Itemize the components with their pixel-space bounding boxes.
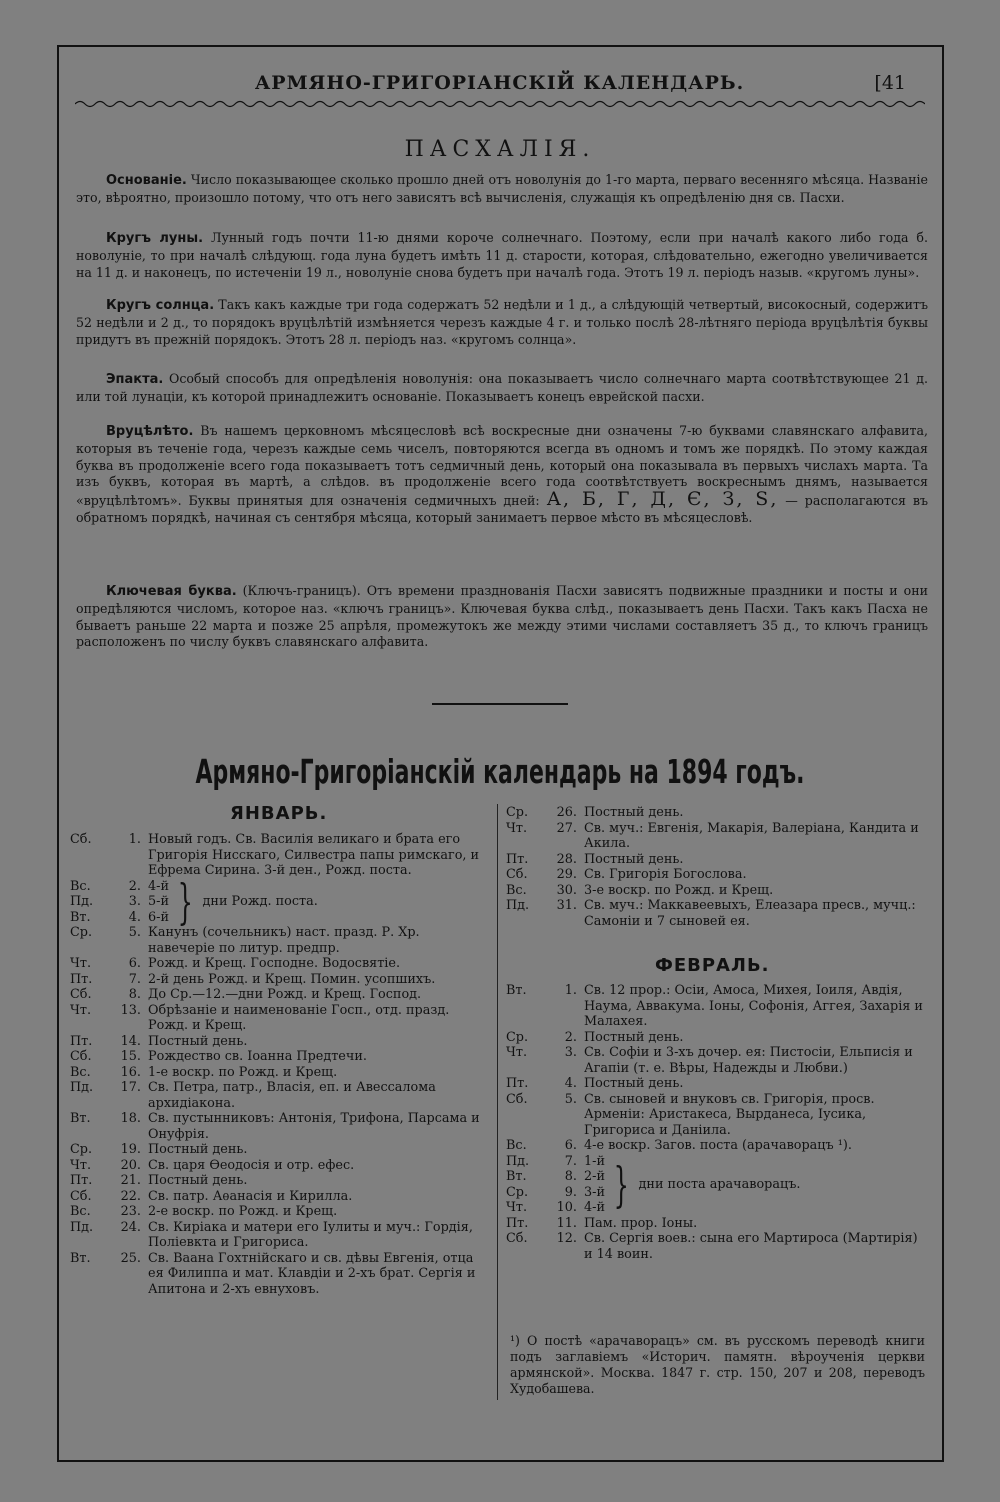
day-number: 7. (128, 971, 141, 987)
entry-text: 5-й (148, 894, 169, 909)
january-entries-b (70, 925, 490, 1297)
weekday: Вт. (70, 909, 91, 925)
calendar-entry (506, 1231, 926, 1262)
entry-text: Рожд. и Крещ. Господне. Водосвятіе. (148, 956, 401, 971)
weekday: Пт. (506, 1076, 529, 1091)
weekday: Ср. (70, 1142, 93, 1157)
day-number: 26. (556, 805, 577, 820)
weekday: Пт. (506, 851, 529, 867)
paragraph-krug-luny (76, 230, 928, 281)
calendar-entry (506, 852, 926, 868)
calendar-entry (70, 1111, 490, 1142)
calendar-entry (70, 1220, 490, 1251)
day-number: 12. (556, 1231, 577, 1246)
weekday: Вс. (70, 1204, 91, 1219)
day-number: 21. (120, 1173, 141, 1188)
weekday: Ср. (506, 1184, 529, 1200)
weekday: Ср. (506, 1029, 529, 1045)
day-number: 13. (120, 1002, 141, 1018)
calendar-entry (70, 925, 490, 956)
day-number: 2. (564, 1029, 577, 1045)
day-number: 8. (564, 1169, 577, 1184)
calendar-entry (70, 987, 490, 1003)
day-number: 30. (556, 882, 577, 898)
day-number: 15. (120, 1049, 141, 1064)
paragraph-lead: Кругъ луны. (106, 231, 204, 246)
entry-text: 2-й день Рожд. и Крещ. Помин. усопшихъ. (148, 971, 436, 987)
calendar-entry (70, 1173, 490, 1189)
calendar-entry (70, 1034, 490, 1050)
calendar-entry (70, 956, 490, 972)
entry-text: 1-е воскр. по Рожд. и Крещ. (148, 1064, 338, 1080)
day-number: 9. (564, 1184, 577, 1200)
entry-text: Рождество св. Іоанна Предтечи. (148, 1049, 367, 1064)
day-number: 14. (120, 1033, 141, 1049)
day-number: 10. (556, 1200, 577, 1215)
day-number: 7. (564, 1153, 577, 1169)
weekday: Пт. (506, 1215, 529, 1231)
weekday: Сб. (506, 867, 528, 882)
weekday: Чт. (70, 1002, 92, 1018)
paragraph-lead: Основаніе. (106, 173, 187, 188)
day-number: 19. (120, 1142, 141, 1157)
weekday: Вс. (70, 1064, 91, 1080)
paragraph-krug-solntsa (76, 297, 928, 348)
day-number: 23. (120, 1204, 141, 1219)
entry-text: Св. 12 прор.: Осіи, Амоса, Михея, Іоиля, Авдія, Наума, Аввакума. Іоны, Софонія, Аггея, Захарія и Малахея. (584, 983, 923, 1029)
calendar-entry (506, 883, 926, 899)
calendar-entry (506, 1092, 926, 1139)
paragraph-klyuchevaya (76, 583, 928, 651)
calendar-entry (506, 1138, 926, 1154)
calendar-entry (70, 972, 490, 988)
column-divider (497, 804, 498, 1400)
entry-text: Св. Петра, патр., Власія, еп. и Авессалома архидіакона. (148, 1080, 436, 1111)
day-number: 3. (128, 894, 141, 909)
day-number: 2. (128, 878, 141, 894)
weekday: Сб. (70, 1188, 92, 1204)
weekday: Вт. (506, 983, 527, 998)
calendar-entry (70, 1080, 490, 1111)
paragraph-text: (Ключъ-границъ). Отъ времени празднованія Пасхи зависятъ подвижные праздники и посты и они опредѣляются числомъ, которое наз. «ключъ границъ». Ключевая буква слѣд., показываетъ день Пасхи. Такъ какъ Пасха не бываетъ раньше 22 марта и позже 25 апрѣля, промежутокъ же между этими числами составляетъ 35 д., то ключъ границъ расположенъ по числу буквъ славянскаго алфавита. (76, 583, 928, 650)
entry-text: Новый годъ. Св. Василія великаго и брата его Григорія Нисскаго, Силвестра папы римскаго, и Ефрема Сирина. 3-й ден., Рожд. поста. (148, 832, 480, 878)
entry-text: Постный день. (584, 805, 684, 820)
calendar-entry (70, 832, 490, 879)
entry-text: Св. муч.: Маккавеевыхъ, Елеазара пресв., мучц.: Самоніи и 7 сыновей ея. (584, 898, 916, 929)
day-number: 1. (564, 983, 577, 998)
header-title: АРМЯНО-ГРИГОРІАНСКІЙ КАЛЕНДАРЬ. (254, 72, 745, 94)
footnote: ¹) О постѣ «арачаворацъ» см. въ русскомъ переводѣ книги подъ заглавіемъ «Историч. памятн. вѣроученія церкви армянской». Москва. 1847 г. стр. 150, 207 и 208, переводъ Худобашева. (510, 1333, 925, 1396)
day-number: 11. (556, 1215, 577, 1231)
section-title: ПАСХАЛІЯ. (404, 137, 596, 162)
weekday: Сб. (506, 1231, 528, 1246)
paragraph-text: Число показывающее сколько прошло дней отъ новолунія до 1-го марта, перваго весенняго мѣсяца. Названіе это, вѣроятно, произошло потому, что отъ него зависятъ всѣ вычисленія, служащія къ опредѣленію дня св. Пасхи. (76, 172, 928, 205)
entry-text: Св. сыновей и внуковъ св. Григорія, просв. Арменіи: Аристакеса, Вырданеса, Іусика, Григориса и Даніила. (584, 1091, 875, 1138)
january-brace-group (70, 873, 490, 930)
calendar-entry (506, 821, 926, 852)
paragraph-text: Лунный годъ почти 11-ю днями короче солнечнаго. Поэтому, если при началѣ какого либо года б. новолуніе, то при началѣ слѣдующ. года луна будетъ имѣть 11 д. старости, которая, слѣдовательно, ежегодно увеличивается на 11 д. и наконецъ, по истеченіи 19 л., новолуніе снова будетъ при началѣ года. Этотъ 19 л. періодъ назыв. «кругомъ луны». (76, 230, 928, 280)
weekday: Сб. (70, 832, 92, 847)
weekday: Пт. (70, 1173, 93, 1188)
wavy-divider (75, 98, 925, 110)
day-number: 31. (556, 898, 577, 913)
weekday: Чт. (506, 1200, 528, 1215)
calendar-entry (506, 898, 926, 929)
calendar-entry (70, 1204, 490, 1220)
january-entries-a (70, 832, 490, 879)
entry-text: Св. патр. Аѳанасія и Кирилла. (148, 1188, 353, 1204)
paragraph-vrutseleto (76, 423, 928, 527)
section-rule (432, 703, 568, 705)
weekday: Вт. (70, 1111, 91, 1126)
weekday: Чт. (70, 1157, 92, 1173)
calendar-entry (506, 1076, 926, 1092)
entry-text: 2-е воскр. по Рожд. и Крещ. (148, 1204, 338, 1219)
entry-text: 3-й (584, 1184, 605, 1200)
calendar-entry (70, 1158, 490, 1174)
weekday: Пт. (70, 1033, 93, 1049)
entry-text: До Ср.—12.—дни Рожд. и Крещ. Господ. (148, 987, 422, 1002)
february-column (506, 983, 926, 1262)
calendar-entry (506, 1216, 926, 1232)
day-number: 28. (556, 851, 577, 867)
entry-text: 6-й (148, 909, 169, 925)
january-left-column (70, 832, 490, 1297)
day-number: 24. (120, 1219, 141, 1235)
entry-text: Св. Ваана Гохтнійскаго и св. дѣвы Евгенія, отца ея Филиппа и мат. Клавдіи и 2-хъ брат. Сергія и Апитона и 2-хъ евнуховъ. (148, 1250, 476, 1297)
february-brace-group (506, 1154, 926, 1216)
weekday: Вт. (506, 1169, 527, 1184)
day-number: 1. (128, 832, 141, 847)
weekday: Пд. (506, 1153, 530, 1169)
weekday: Пд. (506, 898, 530, 913)
entry-text: Св. Григорія Богослова. (584, 867, 747, 882)
calendar-entry (506, 805, 926, 821)
month-title-january: ЯНВАРЬ. (230, 803, 328, 824)
january-continued-column (506, 805, 926, 929)
entry-text: Постный день. (584, 1076, 684, 1091)
paragraph-lead: Кругъ солнца. (106, 298, 215, 313)
entry-text: Обрѣзаніе и наименованіе Госп., отд. празд. Рожд. и Крещ. (148, 1002, 450, 1033)
calendar-entry (70, 1251, 490, 1298)
weekday: Вс. (506, 1138, 527, 1153)
page-number: [41 (874, 72, 906, 94)
paragraph-lead: Вруцѣлѣто. (106, 424, 194, 439)
entry-text: Постный день. (584, 1029, 684, 1045)
february-entries-b (506, 1216, 926, 1263)
curly-brace-icon: } (177, 873, 193, 930)
curly-brace-icon: } (613, 1156, 629, 1213)
day-number: 29. (556, 867, 577, 882)
day-number: 6. (564, 1138, 577, 1153)
day-number: 4. (128, 909, 141, 925)
entry-text: 4-й (148, 878, 169, 894)
calendar-entry (506, 867, 926, 883)
entry-text: 3-е воскр. по Рожд. и Крещ. (584, 882, 774, 898)
weekday: Вт. (70, 1250, 91, 1266)
entry-text: Пам. прор. Іоны. (584, 1215, 698, 1231)
day-number: 4. (564, 1076, 577, 1091)
entry-text: Канунъ (сочельникъ) наст. празд. Р. Хр. навечеріе по литур. предпр. (148, 925, 420, 956)
calendar-entry (70, 1142, 490, 1158)
calendar-entry (506, 1045, 926, 1076)
day-number: 3. (564, 1045, 577, 1060)
february-entries-a (506, 983, 926, 1154)
paragraph-text-continued: — располагаются въ обратномъ порядкѣ, начиная съ сентября мѣсяца, который занимаетъ первое мѣсто въ мѣсяцесловѣ. (76, 493, 928, 525)
entry-text: 1-й (584, 1153, 605, 1169)
calendar-entry (70, 1065, 490, 1081)
weekday: Пд. (70, 894, 94, 909)
day-number: 8. (128, 987, 141, 1002)
calendar-entry (70, 1049, 490, 1065)
calendar-entry (70, 1189, 490, 1205)
day-number: 17. (120, 1080, 141, 1095)
weekday: Вс. (506, 882, 527, 898)
brace-label-text: дни поста арачаворацъ. (638, 1176, 801, 1192)
brace-label (606, 1154, 800, 1216)
day-number: 5. (564, 1091, 577, 1107)
day-number: 25. (120, 1250, 141, 1266)
calendar-entry (506, 983, 926, 1030)
weekday: Сб. (70, 1049, 92, 1064)
brace-label (170, 873, 318, 930)
entry-text: Постный день. (148, 1033, 248, 1049)
entry-text: 2-й (584, 1169, 605, 1184)
paragraph-epakta (76, 371, 928, 406)
entry-text: Св. Софіи и 3-хъ дочер. ея: Пистосіи, Ельписія и Агапіи (т. е. Вѣры, Надежды и Любви.) (584, 1045, 913, 1076)
calendar-entry (506, 1030, 926, 1046)
day-number: 6. (128, 956, 141, 971)
weekday: Пд. (70, 1219, 94, 1235)
day-number: 22. (120, 1188, 141, 1204)
day-number: 5. (128, 925, 141, 940)
paragraph-osnovanie (76, 172, 928, 207)
month-title-february: ФЕВРАЛЬ. (655, 955, 770, 976)
entry-text: Постный день. (584, 851, 684, 867)
weekday: Чт. (70, 956, 92, 971)
day-number: 20. (120, 1157, 141, 1173)
day-number: 16. (120, 1064, 141, 1080)
entry-text: 4-е воскр. Загов. поста (арачаворацъ ¹). (584, 1138, 852, 1153)
weekday: Сб. (506, 1091, 528, 1107)
entry-text: Постный день. (148, 1173, 248, 1188)
weekday: Ср. (506, 805, 529, 820)
paragraph-lead: Ключевая буква. (106, 584, 237, 599)
weekday: Сб. (70, 987, 92, 1002)
weekday: Чт. (506, 820, 528, 836)
paragraph-text: Особый способъ для опредѣленія новолунія: она показываетъ число солнечнаго марта соотвѣтствующее 21 д. или той лунаціи, къ которой принадлежитъ основаніе. Показываетъ конецъ еврейской пасхи. (76, 371, 928, 404)
weekday: Вс. (70, 878, 91, 894)
paragraph-text: Такъ какъ каждые три года содержатъ 52 недѣли и 1 д., а слѣдующій четвертый, високосный, содержитъ 52 недѣли и 2 д., то порядокъ вруцѣлѣтій измѣняется черезъ каждые 4 г. и только послѣ 28-лѣтняго періода вруцѣлѣтія буквы придутъ въ прежній порядокъ. Этотъ 28 л. періодъ наз. «кругомъ солнца». (76, 297, 928, 347)
entry-text: 4-й (584, 1200, 605, 1215)
calendar-entry (70, 1003, 490, 1034)
weekday: Чт. (506, 1045, 528, 1060)
entry-text: Св. Сергія воев.: сына его Мартироса (Мартирія) и 14 воин. (584, 1231, 918, 1262)
day-number: 18. (120, 1111, 141, 1126)
paragraph-text: Въ нашемъ церковномъ мѣсяцесловѣ всѣ воскресные дни означены 7-ю буквами славянскаго алфавита, которыя въ теченіе года, черезъ каждые семь чиселъ, повторяются всегда въ одномъ и томъ же порядкѣ. По этому каждая буква въ продолженіе всего года показываетъ тотъ седмичный день, который она показывала въ первыхъ числахъ марта. Та изъ буквъ, которая въ мартѣ, а слѣдов. въ продолженіе всего года соотвѣтствуетъ воскреснымъ днямъ, называется «вруцѣлѣтомъ». Буквы принятыя для означенія седмичныхъ дней: (76, 423, 928, 509)
weekday: Пд. (70, 1080, 94, 1095)
day-number: 27. (556, 820, 577, 836)
entry-text: Св. царя Өеодосія и отр. ефес. (148, 1157, 355, 1173)
january-entries-continued (506, 805, 926, 929)
paragraph-lead: Эпакта. (106, 372, 164, 387)
weekday: Ср. (70, 925, 93, 940)
entry-text: Св. Киріака и матери его Іулиты и муч.: Гордія, Поліевкта и Григориса. (148, 1219, 473, 1250)
entry-text: Св. пустынниковъ: Антонія, Трифона, Парсама и Онуфрія. (148, 1111, 480, 1142)
brace-label-text: дни Рожд. поста. (202, 894, 318, 909)
entry-text: Постный день. (148, 1142, 248, 1157)
slavonic-letters: А, Б, Г, Д, Є, З, Ѕ, (546, 488, 779, 511)
entry-text: Св. муч.: Евгенія, Макарія, Валеріана, Кандита и Акила. (584, 820, 919, 851)
calendar-title: Армяно-Григоріанскій календарь на 1894 годъ. (195, 752, 805, 791)
weekday: Пт. (70, 971, 93, 987)
